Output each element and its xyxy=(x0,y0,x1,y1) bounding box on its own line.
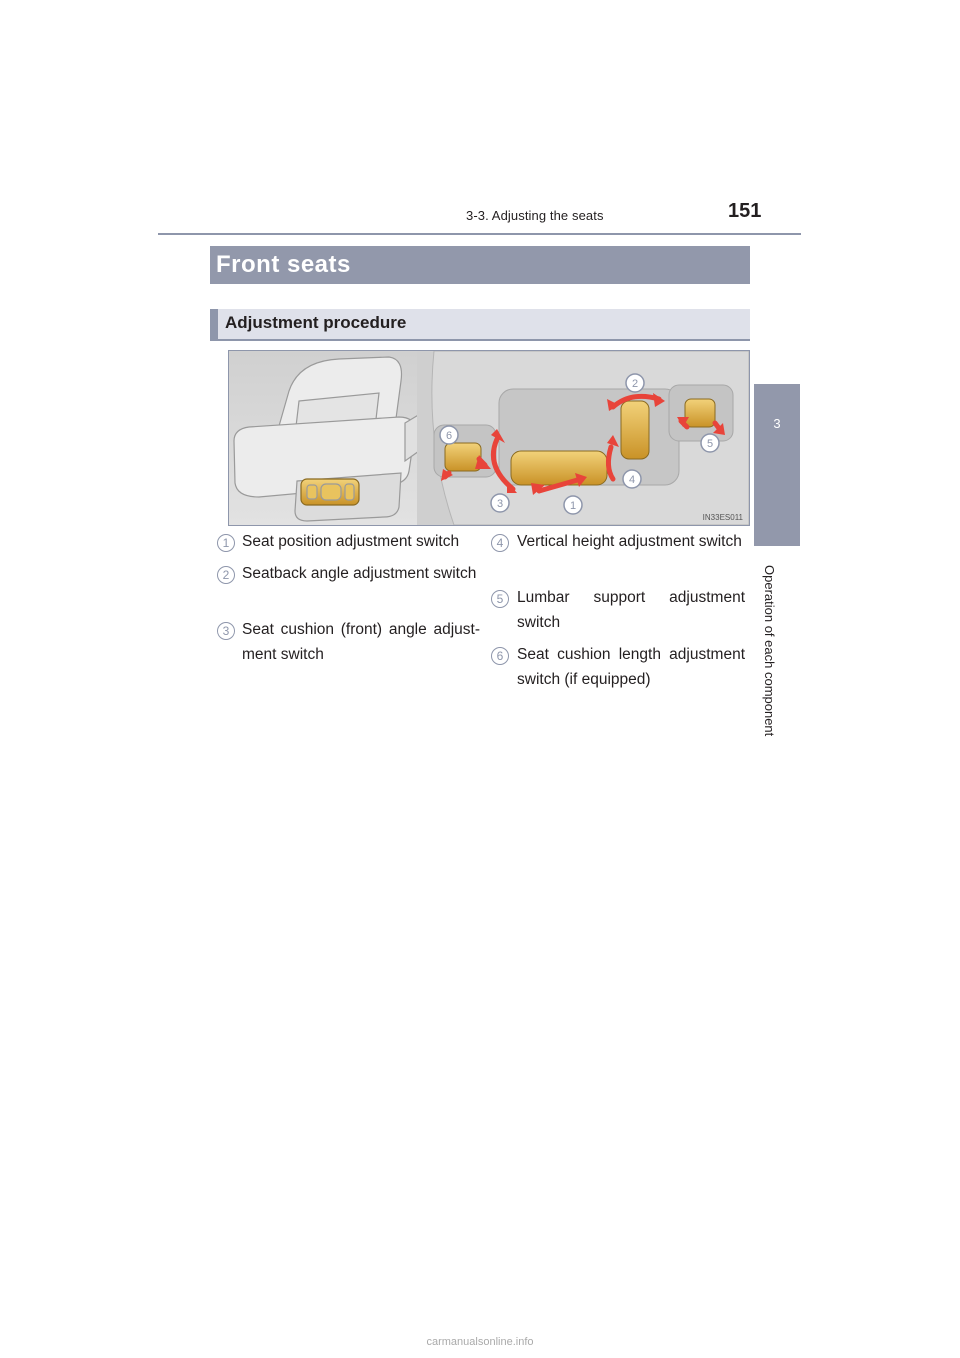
callout-1: 1 xyxy=(569,500,577,512)
callout-6: 6 xyxy=(445,430,453,442)
header-section-title: 3-3. Adjusting the seats xyxy=(466,208,604,223)
item-badge-2: 2 xyxy=(217,566,235,584)
subsection-accent xyxy=(210,309,218,339)
lumbar-support-switch xyxy=(685,399,715,427)
item-badge-3: 3 xyxy=(217,622,235,640)
section-title: Front seats xyxy=(216,251,351,278)
section-title-bar xyxy=(210,246,750,284)
chapter-side-tab xyxy=(754,384,800,546)
seatback-angle-switch xyxy=(621,401,649,459)
page-number: 151 xyxy=(728,200,762,222)
callout-5: 5 xyxy=(706,438,714,450)
item-text-4: Vertical height adjustment switch xyxy=(517,533,742,550)
callout-3: 3 xyxy=(496,498,504,510)
figure-code: IN33ES011 xyxy=(702,513,743,522)
callout-4: 4 xyxy=(628,474,636,486)
callout-2: 2 xyxy=(631,378,639,390)
header-rule xyxy=(158,233,801,235)
chapter-title: Operation of each component xyxy=(762,565,777,737)
item-badge-4: 4 xyxy=(491,534,509,552)
seat-adjustment-figure xyxy=(228,350,750,526)
item-text-3: Seat cushion (front) angle adjust-ment switch xyxy=(242,621,480,663)
seat-position-switch xyxy=(511,451,607,485)
subsection-title-bar xyxy=(210,309,750,341)
item-badge-6: 6 xyxy=(491,647,509,665)
item-text-5: Lumbar support adjustment switch xyxy=(517,589,745,631)
seat-illustration xyxy=(229,351,749,525)
subsection-title: Adjustment procedure xyxy=(225,313,407,332)
item-badge-1: 1 xyxy=(217,534,235,552)
item-text-1: Seat position adjustment switch xyxy=(242,533,460,550)
item-badge-5: 5 xyxy=(491,590,509,608)
item-text-6: Seat cushion length adjustment switch (if equipped) xyxy=(517,646,745,688)
seat-cushion-length-switch xyxy=(445,443,481,471)
item-text-2: Seatback angle adjustment switch xyxy=(242,565,477,582)
chapter-number: 3 xyxy=(773,416,781,431)
watermark: carmanualsonline.info xyxy=(426,1336,534,1348)
